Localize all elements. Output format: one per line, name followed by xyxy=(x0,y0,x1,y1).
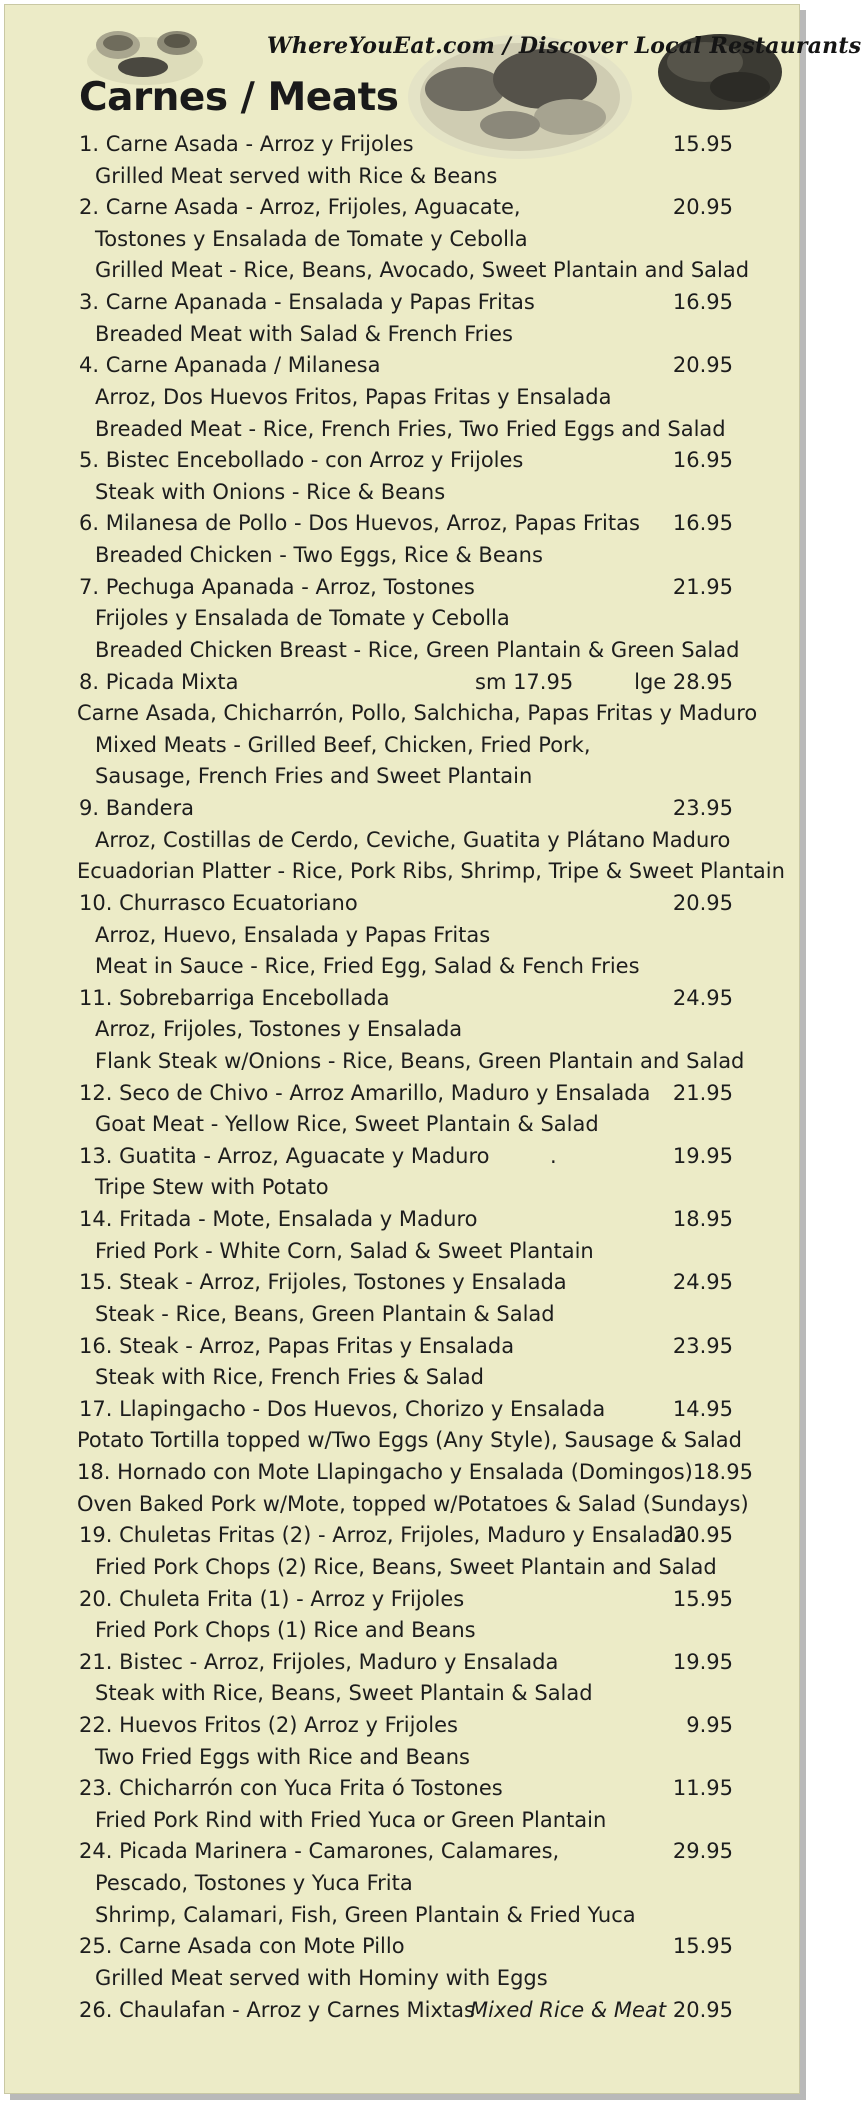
item-price: 20.95 xyxy=(672,1997,733,2022)
menu-description-line xyxy=(5,1014,801,1046)
item-description: Fried Pork Chops (1) Rice and Beans xyxy=(95,1618,476,1643)
menu-description-line xyxy=(5,1362,801,1394)
item-description: Breaded Meat with Salad & French Fries xyxy=(95,321,513,346)
menu-description-line xyxy=(5,1805,801,1837)
item-description: Grilled Meat served with Hominy with Eggs xyxy=(95,1965,548,1990)
item-description: Steak with Rice, French Fries & Salad xyxy=(95,1365,484,1390)
item-name: 26. Chaulafan - Arroz y Carnes Mixtas xyxy=(79,1997,475,2022)
section-title: Carnes / Meats xyxy=(79,75,399,120)
menu-item-line xyxy=(5,1584,801,1616)
item-name: 6. Milanesa de Pollo - Dos Huevos, Arroz, Papas Fritas xyxy=(79,511,640,536)
menu-item-line xyxy=(5,445,801,477)
item-price: 23.95 xyxy=(672,1333,733,1358)
item-price: 15.95 xyxy=(672,1586,733,1611)
menu-item-line xyxy=(5,192,801,224)
item-price: 15.95 xyxy=(672,1934,733,1959)
menu-item-line xyxy=(5,1995,801,2027)
menu-description-line xyxy=(5,635,801,667)
menu-item-line xyxy=(5,1773,801,1805)
item-price: 14.95 xyxy=(672,1396,733,1421)
item-price: 23.95 xyxy=(672,796,733,821)
item-description: Breaded Chicken Breast - Rice, Green Plantain & Green Salad xyxy=(95,637,740,662)
menu-description-line xyxy=(5,1172,801,1204)
menu-description-line xyxy=(5,1963,801,1995)
item-name: 21. Bistec - Arroz, Frijoles, Maduro y Ensalada xyxy=(79,1649,559,1674)
item-price: 20.95 xyxy=(672,890,733,915)
item-description: Arroz, Frijoles, Tostones y Ensalada xyxy=(95,1017,463,1042)
item-description: Fried Pork - White Corn, Salad & Sweet Plantain xyxy=(95,1238,594,1263)
item-description: Steak with Onions - Rice & Beans xyxy=(95,479,446,504)
menu-description-line xyxy=(5,603,801,635)
item-price: 16.95 xyxy=(672,511,733,536)
menu-description-line xyxy=(5,1046,801,1078)
menu-description-line xyxy=(5,1299,801,1331)
menu-description-line xyxy=(5,382,801,414)
menu-item-line xyxy=(5,287,801,319)
menu-item-line xyxy=(5,1394,801,1426)
menu-item-line xyxy=(5,572,801,604)
menu-description-line xyxy=(5,920,801,952)
menu-item-line xyxy=(5,1520,801,1552)
item-price: 24.95 xyxy=(672,985,733,1010)
item-description: Carne Asada, Chicharrón, Pollo, Salchicha, Papas Fritas y Maduro xyxy=(77,701,758,726)
menu-item-line xyxy=(5,983,801,1015)
item-name: 5. Bistec Encebollado - con Arroz y Frijoles xyxy=(79,448,524,473)
item-name: 22. Huevos Fritos (2) Arroz y Frijoles xyxy=(79,1713,458,1737)
item-description: Tostones y Ensalada de Tomate y Cebolla xyxy=(95,226,528,251)
item-description: Breaded Meat - Rice, French Fries, Two Fried Eggs and Salad xyxy=(95,416,726,441)
menu-description-line xyxy=(5,1615,801,1647)
item-name: 14. Fritada - Mote, Ensalada y Maduro xyxy=(79,1207,478,1232)
item-description: Arroz, Dos Huevos Fritos, Papas Fritas y Ensalada xyxy=(95,384,612,409)
item-name: 24. Picada Marinera - Camarones, Calamares, xyxy=(79,1839,560,1864)
menu-item-line xyxy=(5,1710,801,1742)
menu-item-line xyxy=(5,1267,801,1299)
item-name: 23. Chicharrón con Yuca Frita ó Tostones xyxy=(79,1776,503,1801)
menu-description-line xyxy=(5,224,801,256)
item-description: Arroz, Costillas de Cerdo, Ceviche, Guatita y Plátano Maduro xyxy=(95,827,731,852)
menu-description-line xyxy=(5,825,801,857)
item-price: 21.95 xyxy=(672,574,733,599)
item-price: 29.95 xyxy=(672,1839,733,1864)
item-description: Steak with Rice, Beans, Sweet Plantain & Salad xyxy=(95,1681,593,1706)
item-description: Fried Pork Rind with Fried Yuca or Green Plantain xyxy=(95,1807,607,1832)
item-price: 18.95 xyxy=(672,1207,733,1232)
item-name: 10. Churrasco Ecuatoriano xyxy=(79,890,358,915)
small-price: sm 17.95 xyxy=(475,669,574,694)
item-price: 16.95 xyxy=(672,448,733,473)
menu-item-line xyxy=(5,888,801,920)
menu-description-line xyxy=(5,856,801,888)
item-price: 21.95 xyxy=(672,1080,733,1105)
item-description: Ecuadorian Platter - Rice, Pork Ribs, Shrimp, Tripe & Sweet Plantain xyxy=(77,859,785,884)
item-description: Meat in Sauce - Rice, Fried Egg, Salad & Fench Fries xyxy=(95,954,640,979)
item-price: 24.95 xyxy=(672,1270,733,1295)
menu-description-line xyxy=(5,1489,801,1521)
item-name: 19. Chuletas Fritas (2) - Arroz, Frijoles, Maduro y Ensalada xyxy=(79,1523,687,1548)
menu-item-line xyxy=(5,667,801,699)
item-name: 12. Seco de Chivo - Arroz Amarillo, Maduro y Ensalada xyxy=(79,1080,651,1105)
item-description: Mixed Meats - Grilled Beef, Chicken, Fried Pork, xyxy=(95,732,591,757)
menu-description-line xyxy=(5,951,801,983)
item-description: Two Fried Eggs with Rice and Beans xyxy=(95,1744,470,1769)
menu-description-line xyxy=(5,540,801,572)
menu-description-line xyxy=(5,477,801,509)
stray-dot: . xyxy=(550,1143,557,1168)
menu-description-line xyxy=(5,761,801,793)
item-description: Goat Meat - Yellow Rice, Sweet Plantain & Salad xyxy=(95,1112,599,1137)
item-price: 11.95 xyxy=(672,1776,733,1801)
menu-description-line xyxy=(5,1742,801,1774)
item-name: 17. Llapingacho - Dos Huevos, Chorizo y Ensalada xyxy=(79,1396,606,1421)
item-name: 3. Carne Apanada - Ensalada y Papas Fritas xyxy=(79,290,535,315)
menu-description-line xyxy=(5,1900,801,1932)
item-price: 20.95 xyxy=(672,1523,733,1548)
item-name: 25. Carne Asada con Mote Pillo xyxy=(79,1934,405,1959)
menu-description-line xyxy=(5,1457,801,1489)
menu-item-line xyxy=(5,129,801,161)
item-description: Grilled Meat - Rice, Beans, Avocado, Sweet Plantain and Salad xyxy=(95,258,750,283)
item-name: 4. Carne Apanada / Milanesa xyxy=(79,353,381,378)
menu-item-line xyxy=(5,1931,801,1963)
item-name: 15. Steak - Arroz, Frijoles, Tostones y Ensalada xyxy=(79,1270,567,1295)
menu-description-line xyxy=(5,1236,801,1268)
menu-page xyxy=(4,4,861,2094)
item-price: 9.95 xyxy=(686,1713,733,1737)
item-price: 19.95 xyxy=(672,1143,733,1168)
item-price: 15.95 xyxy=(672,132,733,156)
item-price: 20.95 xyxy=(672,353,733,378)
item-description: Frijoles y Ensalada de Tomate y Cebolla xyxy=(95,606,510,631)
site-header: WhereYouEat.com / Discover Local Restaurants xyxy=(267,33,861,59)
menu-description-line xyxy=(5,1868,801,1900)
item-price: 20.95 xyxy=(672,195,733,220)
item-description: Breaded Chicken - Two Eggs, Rice & Beans xyxy=(95,543,543,568)
item-description: Potato Tortilla topped w/Two Eggs (Any Style), Sausage & Salad xyxy=(77,1428,742,1453)
menu-item-line xyxy=(5,1836,801,1868)
item-name: 8. Picada Mixta xyxy=(79,669,239,694)
item-name: 1. Carne Asada - Arroz y Frijoles xyxy=(79,132,414,156)
menu-description-line xyxy=(5,1678,801,1710)
item-description: Flank Steak w/Onions - Rice, Beans, Green Plantain and Salad xyxy=(95,1048,745,1073)
menu-item-line xyxy=(5,1647,801,1679)
menu-description-line xyxy=(5,319,801,351)
menu-item-line xyxy=(5,793,801,825)
item-description: Shrimp, Calamari, Fish, Green Plantain & Fried Yuca xyxy=(95,1902,636,1927)
menu-description-line xyxy=(5,1552,801,1584)
menu-item-line xyxy=(5,508,801,540)
item-price: 19.95 xyxy=(672,1649,733,1674)
item-name: 2. Carne Asada - Arroz, Frijoles, Aguacate, xyxy=(79,195,521,220)
item-description: Grilled Meat served with Rice & Beans xyxy=(95,163,498,188)
menu-description-line xyxy=(5,161,801,193)
item-name: 9. Bandera xyxy=(79,796,195,821)
item-name: 13. Guatita - Arroz, Aguacate y Maduro xyxy=(79,1143,490,1168)
menu-item-line xyxy=(5,1078,801,1110)
item-description: Pescado, Tostones y Yuca Frita xyxy=(95,1871,413,1896)
menu-description-line xyxy=(5,698,801,730)
item-description: Steak - Rice, Beans, Green Plantain & Salad xyxy=(95,1301,555,1326)
item-name: 16. Steak - Arroz, Papas Fritas y Ensalada xyxy=(79,1333,515,1358)
food-plate-icon xyxy=(635,17,785,117)
menu-item-line xyxy=(5,350,801,382)
menu-item-line xyxy=(5,1141,801,1173)
menu-description-line xyxy=(5,730,801,762)
menu-description-line xyxy=(5,414,801,446)
item-description: 18. Hornado con Mote Llapingacho y Ensalada (Domingos)18.95 xyxy=(77,1460,753,1485)
item-price: lge 28.95 xyxy=(634,669,733,694)
menu-description-line xyxy=(5,1109,801,1141)
item-name: 20. Chuleta Frita (1) - Arroz y Frijoles xyxy=(79,1586,465,1611)
menu-item-line xyxy=(5,1331,801,1363)
item-subtitle: Mixed Rice & Meat xyxy=(470,1997,667,2022)
menu-description-line xyxy=(5,1425,801,1457)
item-description: Sausage, French Fries and Sweet Plantain xyxy=(95,764,533,789)
menu-item-line xyxy=(5,1204,801,1236)
menu-description-line xyxy=(5,255,801,287)
item-description: Tripe Stew with Potato xyxy=(95,1175,329,1200)
item-description: Oven Baked Pork w/Mote, topped w/Potatoes & Salad (Sundays) xyxy=(77,1491,749,1516)
item-name: 7. Pechuga Apanada - Arroz, Tostones xyxy=(79,574,475,599)
item-description: Fried Pork Chops (2) Rice, Beans, Sweet Plantain and Salad xyxy=(95,1554,717,1579)
item-price: 16.95 xyxy=(672,290,733,315)
item-name: 11. Sobrebarriga Encebollada xyxy=(79,985,390,1010)
item-description: Arroz, Huevo, Ensalada y Papas Fritas xyxy=(95,922,491,947)
